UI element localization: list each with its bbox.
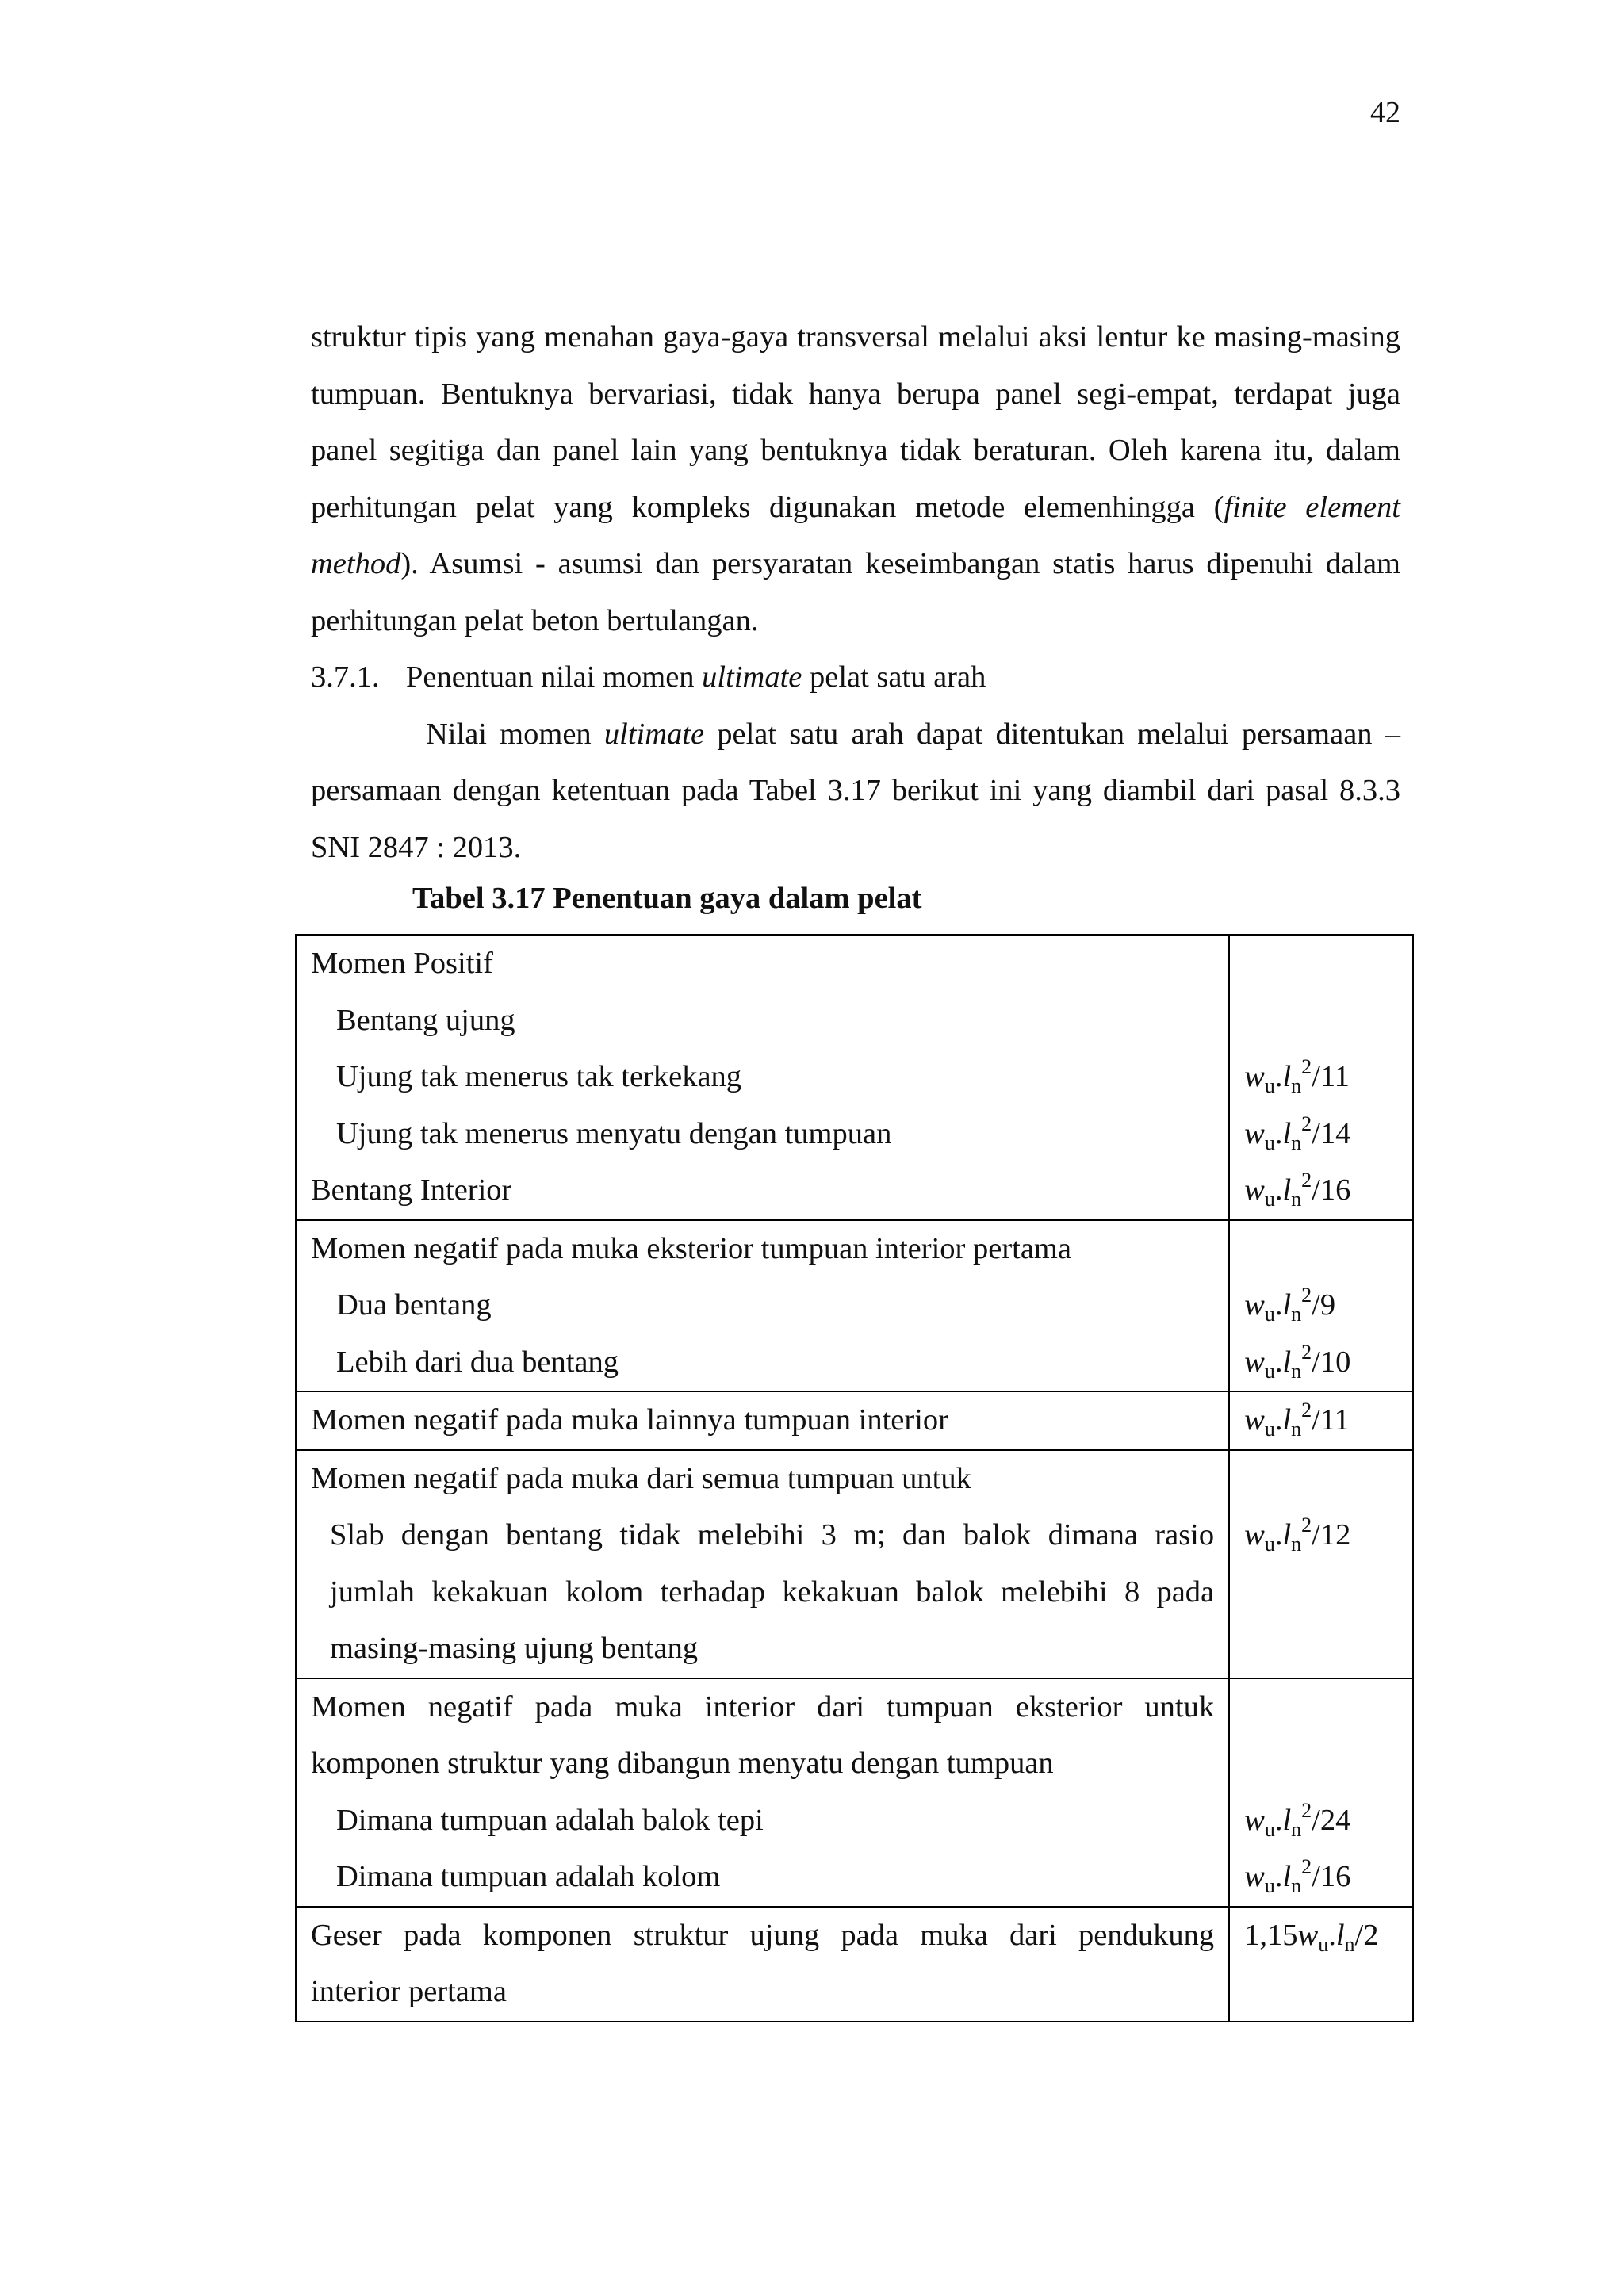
table-cell-description (296, 1450, 1229, 1678)
moment-formula: $w_u.l_n^2/14$ (1244, 1112, 1351, 1154)
text-run: struktur tipis yang menahan gaya-gaya transversal melalui aksi lentur ke masing-masing tumpuan. Bentuknya bervariasi, tidak hanya berupa panel segi-empat, terdapat juga panel segitiga dan panel lain yang bentuknya tidak beraturan. Oleh karena itu, dalam perhitungan pelat yang kompleks digunakan metode elemenhingga ( (311, 320, 1400, 524)
paragraph-intro (311, 309, 1400, 649)
italic-text: finite element method (311, 490, 1400, 580)
table-caption: Tabel 3.17 Penentuan gaya dalam pelat (412, 882, 922, 915)
formula-exponent: 2 (1301, 1399, 1312, 1422)
table-line: Momen negatif pada muka eksterior tumpuan interior pertama (311, 1231, 1071, 1265)
formula-line (1230, 1564, 1412, 1621)
formula-w-subscript: u (1264, 1131, 1275, 1154)
moment-formula: $w_u.l_n^2/11$ (1244, 1399, 1350, 1441)
formula-l: l (1282, 1173, 1292, 1207)
moment-table (295, 934, 1414, 2022)
formula-denominator: 12 (1320, 1518, 1351, 1552)
paragraph-ultimate-moment (311, 706, 1400, 877)
formula-w-subscript: u (1264, 1874, 1275, 1897)
section-heading (311, 649, 1400, 706)
formula-w-subscript: u (1264, 1533, 1275, 1556)
formula-line (1230, 1679, 1412, 1736)
formula-w: w (1244, 1116, 1265, 1150)
table-cell-formula (1229, 1907, 1413, 2022)
moment-formula: $w_u.l_n^2/11$ (1244, 1055, 1350, 1097)
table-line: jumlah kekakuan kolom terhadap kekakuan balok melebihi 8 pada (330, 1575, 1215, 1609)
formula-w-subscript: u (1264, 1188, 1275, 1211)
table-cell-description (296, 1391, 1229, 1450)
formula-w: w (1244, 1403, 1265, 1437)
formula-line (1230, 1049, 1412, 1106)
formula-l: l (1282, 1288, 1292, 1322)
table-cell-description (296, 935, 1229, 1220)
formula-l-subscript: n (1291, 1303, 1302, 1326)
italic-text: ultimate (702, 660, 802, 694)
table-line: Momen negatif pada muka lainnya tumpuan interior (311, 1403, 948, 1437)
shear-formula: $1,15w_u.l_n/2$ (1244, 1918, 1379, 1956)
text-run: Penentuan nilai momen (406, 660, 703, 694)
formula-w-subscript: u (1264, 1303, 1275, 1326)
formula-denominator: 16 (1320, 1173, 1351, 1207)
table-row (296, 1907, 1413, 2022)
formula-exponent: 2 (1301, 1340, 1312, 1364)
formula-exponent: 2 (1301, 1855, 1312, 1878)
formula-denominator: 16 (1320, 1860, 1351, 1893)
table-line: masing-masing ujung bentang (330, 1632, 699, 1665)
formula-l: l (1282, 1060, 1292, 1093)
formula-l-subscript: n (1291, 1188, 1302, 1211)
formula-exponent: 2 (1301, 1798, 1312, 1822)
table-row (296, 1450, 1413, 1678)
formula-l: l (1282, 1403, 1292, 1437)
formula-denominator: 10 (1320, 1345, 1351, 1379)
section-title (406, 660, 986, 694)
table-row (296, 1391, 1413, 1450)
table-row (296, 1678, 1413, 1907)
formula-line (1230, 1908, 1412, 1965)
formula-w: w (1244, 1518, 1265, 1552)
table-line: Geser pada komponen struktur ujung pada muka dari pendukung (311, 1918, 1215, 1952)
table-cell-formula (1229, 1450, 1413, 1678)
table-cell-formula (1229, 935, 1413, 1220)
table-line: interior pertama (311, 1975, 507, 2008)
formula-exponent: 2 (1301, 1169, 1312, 1192)
table-row (296, 1220, 1413, 1392)
moment-formula: $w_u.l_n^2/24$ (1244, 1798, 1351, 1841)
formula-l-subscript: n (1291, 1074, 1302, 1097)
formula-line (1230, 1334, 1412, 1391)
formula-w-subscript: u (1264, 1418, 1275, 1441)
formula-l: l (1335, 1918, 1345, 1952)
table-line: komponen struktur yang dibangun menyatu dengan tumpuan (311, 1747, 1054, 1780)
table-line: Dimana tumpuan adalah kolom (336, 1860, 721, 1893)
text-run: Nilai momen (426, 717, 604, 751)
formula-w-subscript: u (1264, 1817, 1275, 1841)
formula-w: w (1297, 1918, 1319, 1952)
formula-line (1230, 1162, 1412, 1219)
moment-formula: $w_u.l_n^2/10$ (1244, 1340, 1351, 1383)
formula-line (1230, 1621, 1412, 1678)
formula-l: l (1282, 1345, 1292, 1379)
table-line: Lebih dari dua bentang (336, 1345, 619, 1379)
moment-formula: $w_u.l_n^2/12$ (1244, 1513, 1351, 1556)
formula-line (1230, 1221, 1412, 1278)
table-cell-description (296, 1220, 1229, 1392)
text-run: pelat satu arah (802, 660, 986, 694)
formula-line (1230, 936, 1412, 993)
formula-exponent: 2 (1301, 1112, 1312, 1135)
formula-divisor: /2 (1354, 1918, 1379, 1952)
table-line: Slab dengan bentang tidak melebihi 3 m; dan balok dimana rasio (330, 1518, 1215, 1552)
formula-w: w (1244, 1288, 1265, 1322)
formula-l: l (1282, 1518, 1292, 1552)
formula-l: l (1282, 1803, 1292, 1837)
formula-w: w (1244, 1803, 1265, 1837)
formula-line (1230, 1507, 1412, 1564)
table-line: Momen negatif pada muka interior dari tumpuan eksterior untuk (311, 1689, 1215, 1724)
table-line: Dua bentang (336, 1288, 492, 1322)
table-cell-description (296, 1678, 1229, 1907)
formula-w-subscript: u (1264, 1359, 1275, 1383)
formula-denominator: 11 (1320, 1403, 1350, 1437)
formula-l-subscript: n (1291, 1359, 1302, 1383)
formula-line (1230, 1277, 1412, 1334)
moment-formula: $w_u.l_n^2/9$ (1244, 1284, 1336, 1326)
formula-line (1230, 1735, 1412, 1793)
italic-text: ultimate (603, 717, 705, 751)
formula-coefficient: 1,15 (1244, 1918, 1298, 1952)
formula-w: w (1244, 1060, 1265, 1093)
formula-w: w (1244, 1173, 1265, 1207)
moment-formula: $w_u.l_n^2/16$ (1244, 1169, 1351, 1211)
formula-exponent: 2 (1301, 1284, 1312, 1307)
table-line: Ujung tak menerus tak terkekang (336, 1060, 742, 1093)
formula-l-subscript: n (1291, 1533, 1302, 1556)
table-line: Bentang Interior (311, 1173, 512, 1207)
formula-line (1230, 993, 1412, 1050)
formula-denominator: 14 (1320, 1116, 1351, 1150)
table-cell-description (296, 1907, 1229, 2022)
formula-denominator: 11 (1320, 1060, 1350, 1093)
page-number: 42 (1370, 96, 1400, 129)
formula-denominator: 9 (1320, 1288, 1336, 1322)
formula-l: l (1282, 1116, 1292, 1150)
body-text (311, 309, 1400, 876)
formula-l-subscript: n (1344, 1932, 1355, 1956)
formula-l-subscript: n (1291, 1418, 1302, 1441)
table-line: Ujung tak menerus menyatu dengan tumpuan (336, 1116, 892, 1150)
formula-l: l (1282, 1860, 1292, 1893)
formula-l-subscript: n (1291, 1817, 1302, 1841)
formula-l-subscript: n (1291, 1131, 1302, 1154)
table-cell-formula (1229, 1220, 1413, 1392)
formula-line (1230, 1849, 1412, 1906)
formula-exponent: 2 (1301, 1055, 1312, 1078)
table-line: Momen Positif (311, 947, 493, 980)
section-number: 3.7.1. (311, 660, 380, 694)
table-cell-formula (1229, 1391, 1413, 1450)
formula-line (1230, 1392, 1412, 1449)
formula-l-subscript: n (1291, 1874, 1302, 1897)
formula-line (1230, 1793, 1412, 1850)
table-line: Dimana tumpuan adalah balok tepi (336, 1803, 764, 1837)
formula-w: w (1244, 1345, 1265, 1379)
formula-w-subscript: u (1318, 1932, 1329, 1956)
text-run: pelat satu arah dapat ditentukan melalui persamaan – persamaan dengan ketentuan pada Tabel 3.17 berikut ini yang diambil dari pasal 8.3.3 SNI 2847 : 2013. (311, 717, 1400, 864)
table-line: Bentang ujung (336, 1003, 515, 1037)
table-row (296, 935, 1413, 1220)
formula-w: w (1244, 1860, 1265, 1893)
formula-exponent: 2 (1301, 1513, 1312, 1536)
formula-line (1230, 1106, 1412, 1163)
formula-denominator: 24 (1320, 1803, 1351, 1837)
formula-line (1230, 1451, 1412, 1508)
text-run: ). Asumsi - asumsi dan persyaratan keseimbangan statis harus dipenuhi dalam perhitungan pelat beton bertulangan. (311, 547, 1400, 637)
moment-formula: $w_u.l_n^2/16$ (1244, 1855, 1351, 1897)
formula-w-subscript: u (1264, 1074, 1275, 1097)
table-cell-formula (1229, 1678, 1413, 1907)
table-line: Momen negatif pada muka dari semua tumpuan untuk (311, 1461, 971, 1495)
